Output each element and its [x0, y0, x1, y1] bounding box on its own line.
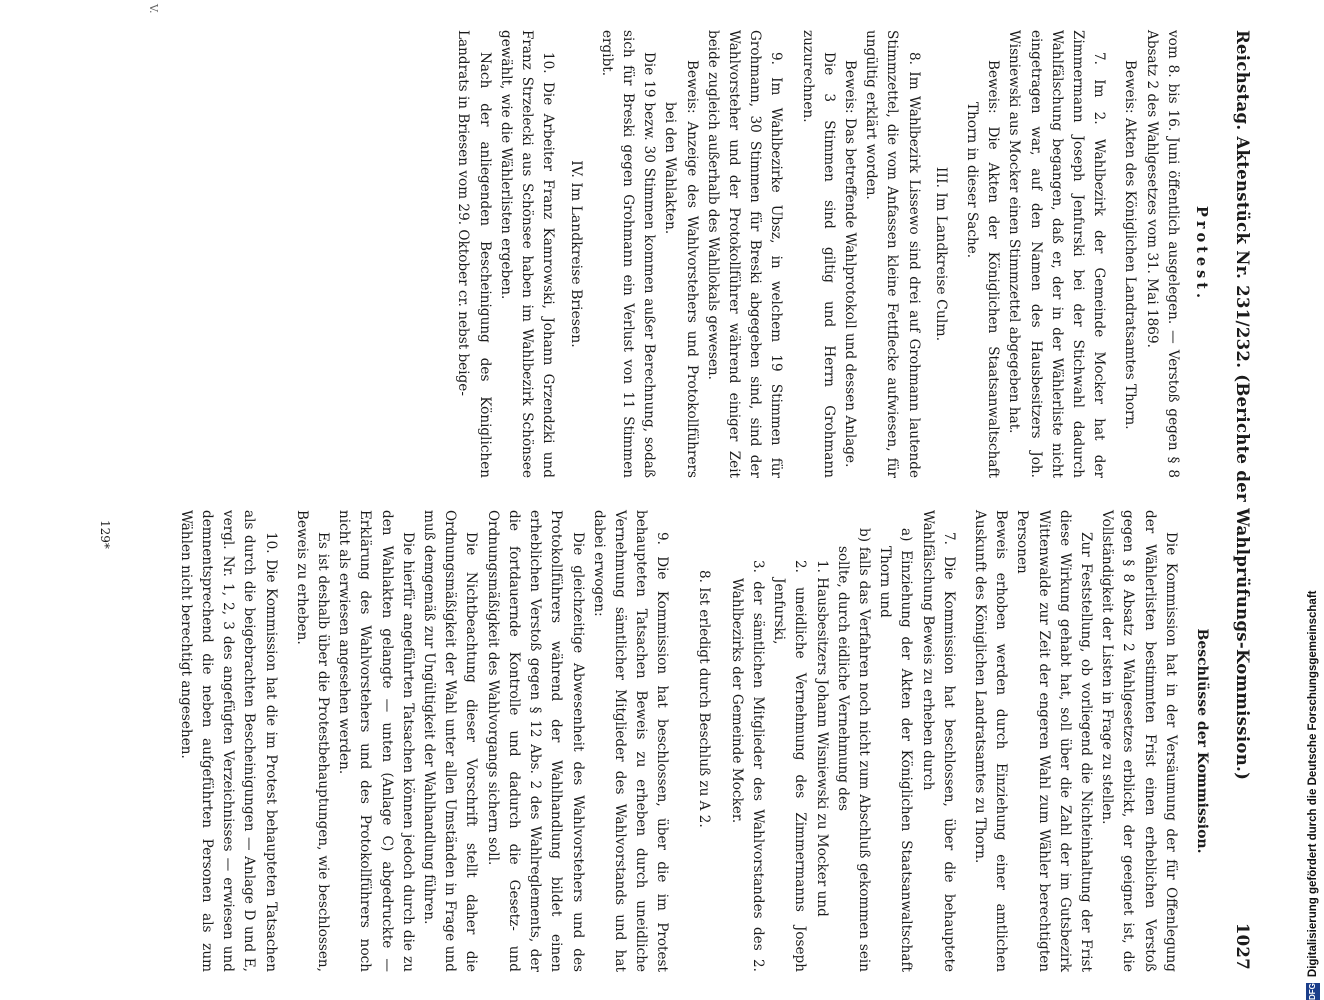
decision-7-a: a) Einziehung der Akten der Königlichen Staatsanwaltschaft Thorn und [877, 528, 915, 972]
paragraph-10-end: Nach der anliegenden Bescheinigung des Königlichen Landrats in Briesen vom 29. Oktober cr. nebst beige- [455, 30, 493, 478]
spacer [959, 510, 969, 972]
left-column-heading: Protest. [1193, 205, 1210, 303]
spacer [672, 510, 682, 972]
decision-7-b1: 1. Hausbesitzers Johann Wisniewski zu Mocker und [813, 560, 830, 917]
spacer [682, 510, 692, 972]
decision-9-4: Die hierfür angeführten Tatsachen können jedoch durch die zu den Wahlakten gelangte — unten (Anlage C) abgedruckte — Erklärung des Wahlvorstehers und des Protokollführers noch nicht als erwiesen angesehen werden. [336, 510, 416, 972]
paragraph-p1: vom 8. bis 16. Juni öffentlich ausgelegen. — Verstoß gegen § 8 Absatz 2 des Wahlgesetzes vom 31. Mai 1869. [1143, 30, 1181, 478]
spacer [1109, 30, 1119, 478]
margin-note: V. [147, 4, 160, 14]
decision-7-b3: 3. der sämtlichen Mitglieder des Wahlvorstandes des 2. Wahlbezirks der Gemeinde Mocker. [728, 560, 766, 972]
page-number: 1027 [1233, 922, 1252, 970]
digitization-credit [1302, 590, 1324, 1000]
scanned-page [40, 0, 1280, 1000]
credit-text: Digitalisierung gefördert durch die Deutsche Forschungsgemeinschaft [1307, 590, 1319, 978]
beweis-8: Beweis: Das betreffende Wahlprotokoll und dessen Anlage. [841, 60, 858, 468]
paragraph-7: 7. Im 2. Wahlbezirk der Gemeinde Mocker hat der Zimmermann Joseph Jenfurski bei der Stichwahl dadurch Wahlfälschung begangen, daß er, der in der Wählerliste nicht eingetragen war, auf den Namen des Hausbesitzers Joh. Wisniewski aus Mocker einen Stimmzettel abgegeben hat. [1006, 30, 1108, 478]
right-column-heading: Beschlüsse der Kommission. [1194, 628, 1210, 854]
spacer [281, 510, 291, 972]
paragraph-10: 10. Die Arbeiter Franz Kamrowski, Johann Grzendzki und Franz Strzelecki aus Schönsee haben im Wahlbezirk Schönsee gewählt, wie die Wählerlisten ergeben. [497, 30, 557, 478]
decision-10: 10. Die Kommission hat die im Protest behaupteten Tatsachen als durch die beigebrachten Bescheinigungen — Anlage D und E, vergl. Nr. 1, 2, 3 des angefügten Verzeichnisses — erwiesen und demnentsprechend die neben aufgeführten Personen als zum Wählen nicht berechtigt angesehen. [177, 510, 279, 972]
decision-7-b2: 2. uneidliche Vernehmung des Zimmermanns Joseph Jenfurski, [771, 560, 809, 972]
paragraph-8: 8. Im Wahlbezirk Lissewo sind drei auf Grohmann lautende Stimmzettel, die vom Anfassen kleine Fettflecke aufwiesen, für ungültig erklärt worden. [863, 30, 922, 478]
paragraph-8-end: Die 3 Stimmen sind giltig und Herrn Grohmann zuzurechnen. [799, 30, 837, 478]
signature-mark: 129* [98, 520, 112, 549]
decision-7-b: b) falls das Verfahren noch nicht zum Abschluß gekommen sein sollte, durch eidliche Vernehmung des [834, 528, 872, 972]
decision-9: 9. Die Kommission hat beschlossen, über die im Protest behaupteten Tatsachen Beweis zu erheben durch uneidliche Vernehmung sämtlicher Mitglieder des Wahlvorstands und hat dabei erwogen: [590, 510, 671, 972]
dfg-logo-icon: DFG [1306, 983, 1320, 1000]
intro-paragraph-2: Zur Feststellung, ob vorliegend die Nichteinhaltung der Frist diese Wirkung gehabt hat, soll über die Zahl der im Gutsbezirk Wittenwalde zur Zeit der engeren Wahl zum Wähler berechtigten Personen [1014, 510, 1094, 972]
beweis-p1: Beweis: Akten des Königlichen Landratsamtes Thorn. [1122, 60, 1139, 430]
section-heading-briesen: IV. Im Landkreise Briesen. [567, 160, 584, 348]
left-column [452, 30, 1214, 478]
decision-7: 7. Die Kommission hat beschlossen, über die behauptete Wahlfälschung Beweis zu erheben durch [919, 510, 957, 972]
right-column [175, 510, 1214, 972]
intro-paragraph: Die Kommission hat in der Versäumung der für Offenlegung der Wählerlisten bestimmten Frist einen erheblichen Verstoß gegen § 8 Absatz 2 Wahlgesetzes erblickt, der geeignet ist, die Vollständigkeit der Listen in Frage zu stellen. [1099, 510, 1179, 972]
spacer [786, 30, 796, 478]
paragraph-9-end: Die 19 bezw. 30 Stimmen kommen außer Berechnung, sodaß sich für Breski gegen Grohmann ein Verlust von 11 Stimmen ergibt. [598, 30, 658, 478]
paragraph-9: 9. Im Wahlbezirke Ubsz, in welchem 19 Stimmen für Grohmann, 30 Stimmen für Breski abgegeben sind, sind der Wahlvorsteher und der Protokollführer während einiger Zeit beide zugleich außerhalb des Wahllokals gewesen. [704, 30, 785, 478]
intro-paragraph-3: Beweis erhoben werden durch Einziehung einer amtlichen Auskunft des Königlichen Landratsamtes zu Thorn. [971, 510, 1010, 972]
decision-9-5: Es ist deshalb über die Protestbehauptungen, wie beschlossen, Beweis zu erheben. [293, 510, 332, 972]
section-heading-culm: III. Im Landkreise Culm. [932, 166, 949, 342]
beweis-9: Beweis: Anzeige des Wahlvorstehers und Protokollführers bei den Wahlakten. [662, 60, 700, 478]
beweis-7: Beweis: Die Akten der Königlichen Staatsanwaltschaft Thorn in dieser Sache. [963, 60, 1002, 478]
decision-9-2: Die gleichzeitige Abwesenheit des Wahlvorstehers und des Protokollführers während der Wahlhandlung bildet einen erheblichen Verstoß gegen § 12 Abs. 2 des Wahlreglements, der die fortdauernde Kontrolle und dadurch die Gesetz- und Ordnungsmäßigkeit des Wahlvorgangs sichern soll. [484, 510, 586, 972]
decision-9-3: Die Nichtbeachtung dieser Vorschrift stellt daher die Ordnungsmäßigkeit der Wahl unter allen Umständen in Frage und muß demgemäß zur Ungültigkeit der Wahlhandlung führen. [421, 510, 480, 972]
page-header [1222, 30, 1252, 970]
running-title: Reichstag. Aktenstück Nr. 231/232. (Berichte der Wahlprüfungs-Kommission.) [1233, 30, 1252, 781]
decision-8: 8. Ist erledigt durch Beschluß zu A 2. [695, 570, 712, 828]
